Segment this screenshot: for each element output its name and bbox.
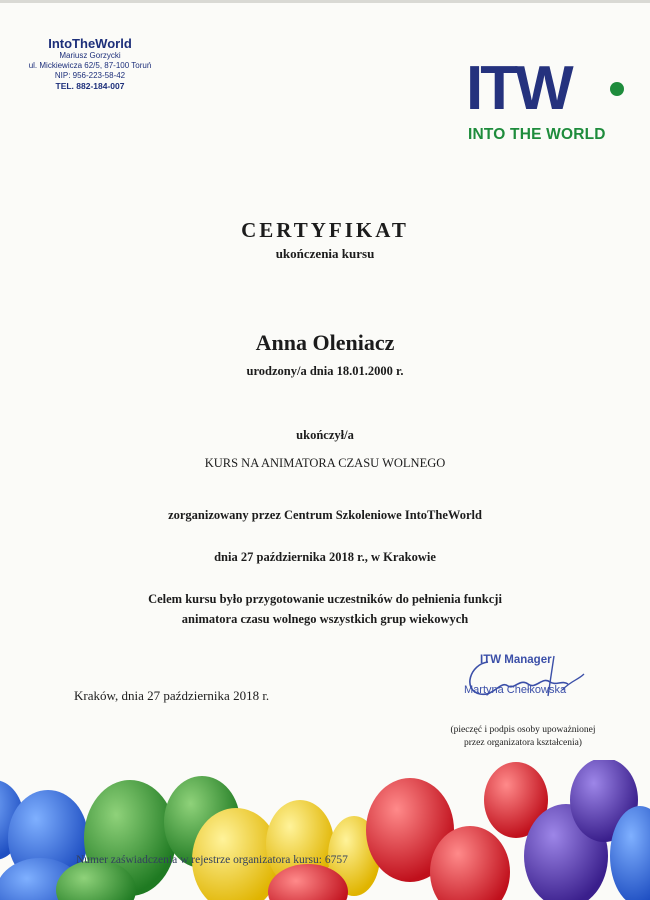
company-stamp <box>14 36 166 92</box>
stamp-tel: TEL. 882-184-007 <box>55 81 125 91</box>
organizer-line: zorganizowany przez Centrum Szkoleniowe IntoTheWorld <box>168 508 482 522</box>
logo-dot-icon <box>610 82 624 96</box>
certificate-title: CERTYFIKAT <box>241 218 409 242</box>
logo-text: ITW <box>466 54 571 123</box>
signature-name: Martyna Chełkowska <box>464 684 567 696</box>
issue-date: Kraków, dnia 27 października 2018 r. <box>74 688 270 703</box>
course-aim-line-1: Celem kursu było przygotowanie uczestników do pełnienia funkcji <box>148 592 502 606</box>
course-aim-line-2: animatora czasu wolnego wszystkich grup wiekowych <box>181 612 469 626</box>
date-place-line: dnia 27 października 2018 r., w Krakowie <box>214 550 436 564</box>
stamp-nip: NIP: 956-223-58-42 <box>54 71 126 80</box>
signature-stamp <box>450 650 610 710</box>
participant-name: Anna Oleniacz <box>255 330 395 355</box>
completed-text: ukończył/a <box>296 428 354 442</box>
stamp-owner: Mariusz Gorzycki <box>59 51 121 60</box>
scan-edge <box>0 0 650 3</box>
birth-date-line: urodzony/a dnia 18.01.2000 r. <box>246 364 404 378</box>
course-name: KURS NA ANIMATORA CZASU WOLNEGO <box>204 456 446 470</box>
signature-note-line-1: (pieczęć i podpis osoby upoważnionej <box>450 725 596 735</box>
balloons-decoration <box>0 760 650 900</box>
signature-note <box>428 724 618 750</box>
signature-role: ITW Manager <box>480 654 552 666</box>
stamp-brand: IntoTheWorld <box>48 36 132 51</box>
certificate-subtitle: ukończenia kursu <box>275 246 375 261</box>
itw-logo <box>462 54 632 150</box>
logo-tagline: INTO THE WORLD <box>468 126 606 143</box>
signature-note-line-2: przez organizatora kształcenia) <box>464 738 582 748</box>
registry-number: Numer zaświadczenia w rejestrze organizatora kursu: 6757 <box>76 854 348 866</box>
stamp-address: ul. Mickiewicza 62/5, 87-100 Toruń <box>28 61 152 70</box>
